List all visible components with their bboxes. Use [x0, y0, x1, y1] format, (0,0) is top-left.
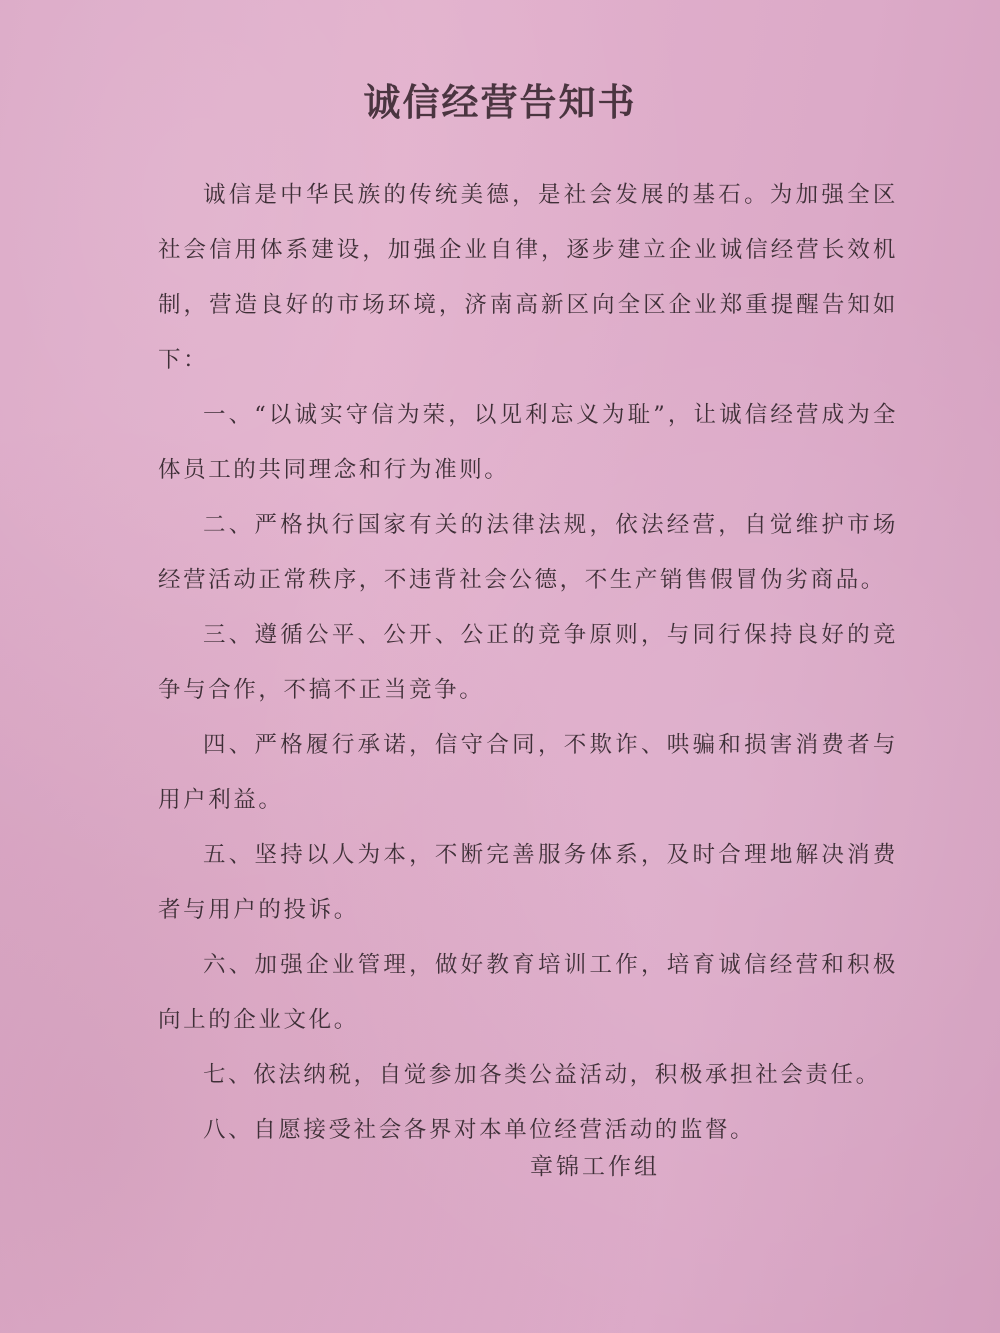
- clause-2: 二、严格执行国家有关的法律法规，依法经营，自觉维护市场经营活动正常秩序，不违背社会公德，不生产销售假冒伪劣商品。: [158, 512, 898, 593]
- intro-paragraph: 诚信是中华民族的传统美德，是社会发展的基石。为加强全区社会信用体系建设，加强企业自律，逐步建立企业诚信经营长效机制，营造良好的市场环境，济南高新区向全区企业郑重提醒告知如下：: [158, 182, 898, 373]
- clause-4: 四、严格履行承诺，信守合同，不欺诈、哄骗和损害消费者与用户利益。: [158, 732, 898, 813]
- document-body: [158, 168, 898, 1158]
- clause-6: 六、加强企业管理，做好教育培训工作，培育诚信经营和积极向上的企业文化。: [158, 952, 898, 1033]
- clause-3: 三、遵循公平、公开、公正的竞争原则，与同行保持良好的竞争与合作，不搞不正当竞争。: [158, 622, 898, 703]
- document-title: 诚信经营告知书: [363, 81, 637, 124]
- clause-5: 五、坚持以人为本，不断完善服务体系，及时合理地解决消费者与用户的投诉。: [158, 842, 898, 923]
- clause-1: 一、“以诚实守信为荣，以见利忘义为耻”，让诚信经营成为全体员工的共同理念和行为准则。: [158, 402, 898, 483]
- clause-8: 八、自愿接受社会各界对本单位经营活动的监督。: [203, 1117, 756, 1143]
- clause-7: 七、依法纳税，自觉参加各类公益活动，积极承担社会责任。: [203, 1062, 881, 1088]
- signature: 章锦工作组: [530, 1154, 660, 1180]
